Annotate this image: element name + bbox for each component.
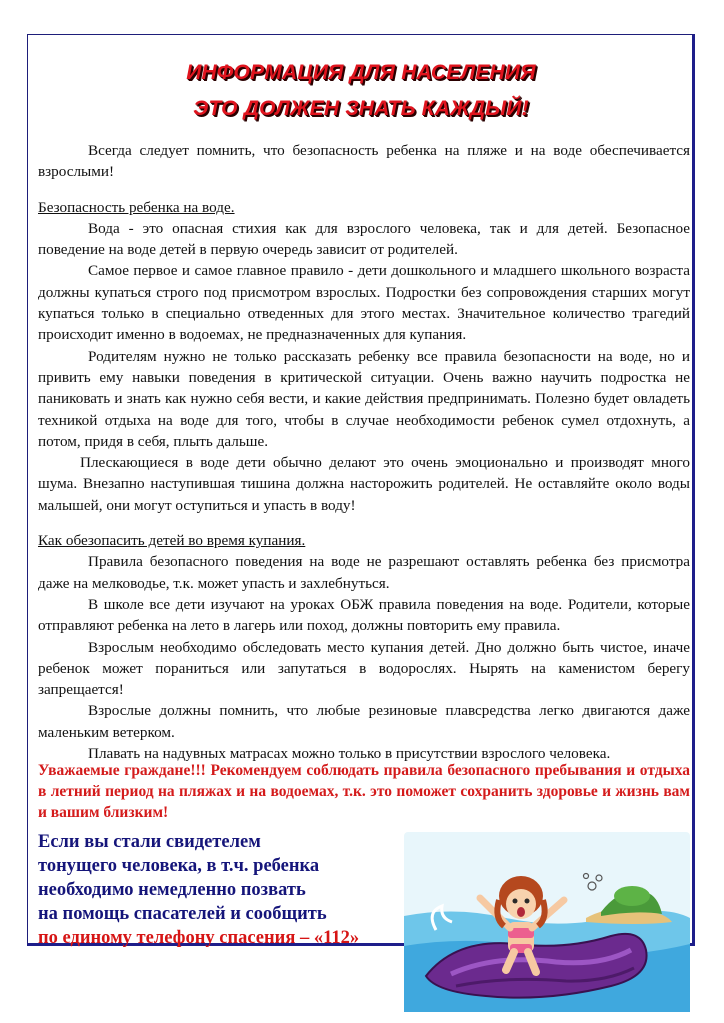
child-on-inflatable-mattress-illustration — [396, 826, 696, 1016]
section-heading-bathing-safety: Как обезопасить детей во время купания. — [38, 532, 306, 550]
warning-notice: Уважаемые граждане!!! Рекомендуем соблюдать правила безопасного пребывания и отдыха в летний период на пляжах и на водоемах, т.к. это поможет сохранить здоровье и жизнь вам и вашим близким! — [38, 762, 690, 821]
callout-line: тонущего человека, в т.ч. ребенка — [38, 856, 320, 876]
callout-line: Если вы стали свидетелем — [38, 832, 261, 852]
paragraph: В школе все дети изучают на уроках ОБЖ правила поведения на воде. Родители, которые отправляют ребенка на лето в лагерь или поход, должны повторить ему правила. — [38, 595, 690, 635]
main-title: ИНФОРМАЦИЯ ДЛЯ НАСЕЛЕНИЯ — [186, 61, 536, 84]
callout-line: на помощь спасателей и сообщить — [38, 904, 327, 924]
intro-paragraph: Всегда следует помнить, что безопасность ребенка на пляже и на воде обеспечивается взрослыми! — [38, 142, 690, 181]
emergency-phone-line: по единому телефону спасения – «112» — [38, 928, 360, 948]
paragraph: Самое первое и самое главное правило - дети дошкольного и младшего школьного возраста должны купаться строго под присмотром взрослых. Подростки без сопровождения старших могут купаться только в специально отведенных для этого местах. Значительное количество трагедий происходит именно в водоемах, не предназначенных для купания. — [38, 262, 690, 344]
header-titles — [27, 55, 695, 127]
section-heading-water-safety: Безопасность ребенка на воде. — [38, 198, 235, 216]
subtitle: ЭТО ДОЛЖЕН ЗНАТЬ КАЖДЫЙ! — [193, 97, 529, 120]
emergency-callout — [38, 830, 398, 950]
paragraph: Взрослым необходимо обследовать место купания детей. Дно должно быть чистое, иначе ребенок может пораниться или запутаться в водорослях. Нырять на каменистом берегу запрещается! — [38, 638, 690, 699]
document-body — [38, 140, 690, 764]
paragraph: Взрослые должны помнить, что любые резиновые плавсредства легко двигаются даже маленьким ветерком. — [38, 702, 690, 741]
illustration-svg — [396, 826, 696, 1016]
callout-line: необходимо немедленно позвать — [38, 880, 306, 900]
paragraph: Правила безопасного поведения на воде не разрешают оставлять ребенка без присмотра даже на мелководье, т.к. может упасть и захлебнуться. — [38, 553, 690, 592]
paragraph: Родителям нужно не только рассказать ребенку все правила безопасности на воде, но и привить ему навыки поведения в критической ситуации. Очень важно научить подростка не паниковать и знать как нужно себя вести, и какие действия предпринимать. Полезно будет овладеть техникой отдыха на воде для того, чтобы в случае необходимости ребенок сумел отдохнуть, а потом, придя в себя, плыть дальше. — [38, 347, 690, 450]
paragraph: Плавать на надувных матрасах можно только в присутствии взрослого человека. — [88, 745, 611, 763]
paragraph: Плескающиеся в воде дети обычно делают это очень эмоционально и производят много шума. Внезапно наступившая тишина должна насторожить родителей. Не оставляйте около воды малышей, они могут оступиться и упасть в воду! — [38, 454, 690, 514]
paragraph: Вода - это опасная стихия как для взрослого человека, так и для детей. Безопасное поведение на воде детей в первую очередь зависит от родителей. — [38, 219, 690, 259]
